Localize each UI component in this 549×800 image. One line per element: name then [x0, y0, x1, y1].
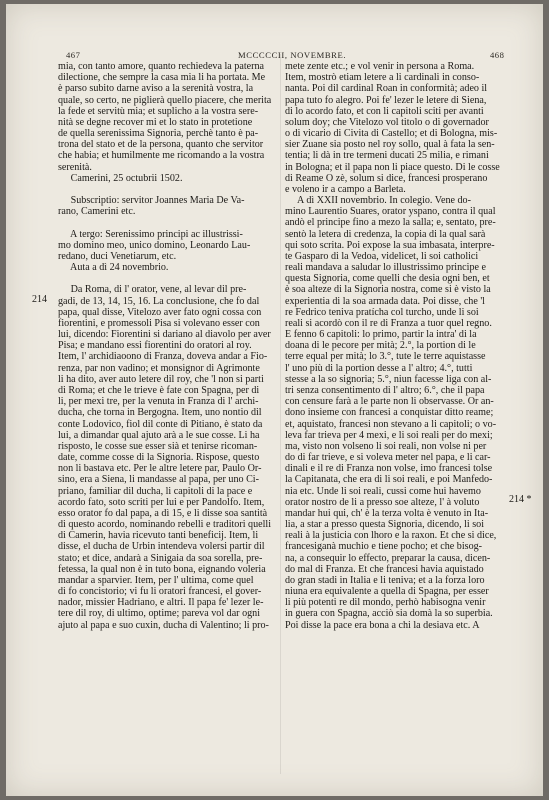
text-line: papa tuto fo alegro. Poi fe' lezer le letere di Siena, [285, 94, 487, 106]
text-line: terre equal per mità; lo 3.°, tute le terre aquistasse [285, 351, 486, 363]
text-line: tri senza consentimento di l' altro; 6.°, che il papa [285, 384, 485, 396]
text-line: la fede et servitù mia; et suplicho a la vostra sere- [58, 105, 259, 117]
text-line: mandar a sparvier. Item, per l' ultima, come quel [58, 574, 254, 586]
text-line: e voleno ir a campo a Barleta. [285, 183, 406, 195]
text-line: li, per mexi tre, per la venuta in Franza di l' archi- [58, 396, 259, 408]
text-line: redano, duci Venetiarum, etc. [58, 250, 177, 262]
text-line: di Camerin, havia ricevuto tanti beneficij. Item, li [58, 530, 259, 542]
text-line: mandar hui qui, ch' è la terza volta è venuto in Ita- [285, 507, 489, 519]
text-line: dinali e il re di Franza non volse, imo francesi tolse [285, 463, 493, 475]
text-line: che habia; et humilmente me ricomando a la vostra [58, 150, 265, 162]
right-text-column [285, 61, 509, 631]
page-number-right: 468 [490, 50, 505, 60]
text-line: do gran stadi in Italia e li teniva; et a la forza loro [285, 574, 485, 586]
text-line: reali à la justicia con lhoro e la raxon. Et che si dice, [285, 530, 497, 542]
text-line: renza, par non vadino; et monsignor di Agrimonte [58, 362, 260, 374]
text-line: et, aquistato, francesi non stevano a li capitoli; o vo- [285, 418, 497, 430]
text-line: di fo concistorio; vi fu li oratori francesi, el gover- [58, 586, 262, 598]
text-line: lui, a dimandar qual ajuto arà a le sue cosse. Li ha [58, 429, 260, 441]
text-line: stesse a la so signoria; 5.°, niun facesse liga con al- [285, 373, 492, 385]
text-line: sentò la letera di credenza, la copia di la qual sarà [285, 228, 486, 240]
text-line: re Fedrico teniva pratícha col turcho, unde li soi [285, 306, 479, 318]
text-line: mo domino meo, unico domino, Leonardo Lau- [58, 239, 251, 251]
text-line: fiorentini, e promessoli Pisa si volevano esser con [58, 317, 260, 329]
text-line: nità se degne recover mi et lo stato in protetione [58, 116, 253, 128]
text-line: rano, Camerini etc. [58, 206, 136, 218]
text-line: la Capitanata, che era di li soi reali, e poi Manfedo- [285, 474, 493, 486]
text-line: doana di le pecore per mità; 2.°, la portion di le [285, 340, 476, 352]
text-line: E fenno 6 capitoli: lo primo, partir la intra' di la [285, 329, 477, 341]
margin-note-right: 214 * [509, 494, 532, 505]
text-line: francesiganà muchio e tiene pocho; et che bisog- [285, 541, 483, 553]
book-page [6, 4, 543, 796]
text-line: experientia di la soa armada data. Poi disse, che 'l [285, 295, 485, 307]
text-line: li più potenti re dil mondo, perhò habisogna venir [285, 597, 486, 609]
text-line: stato; et dice, andarà a Sinigaia da soa sorella, pre- [58, 552, 263, 564]
text-line: Da Roma, di l' orator, vene, al levar dil pre- [58, 284, 247, 296]
text-line: con censure farà a le parte non li observasse. Or an- [285, 396, 494, 408]
text-line: orator nostro de li a presso soe alteze, l' à voluto [285, 496, 480, 508]
text-line: reali si acordò con il re di Franza a tuor quel regno. [285, 317, 492, 329]
text-line: sier Zuane sia posto nel roy sollo, qual à fata la sen- [285, 139, 495, 151]
text-line: date, comme cosse di la Signoria. Rispose, questo [58, 452, 260, 464]
text-line: dono insieme con francesi a conquistar ditto reame; [285, 407, 494, 419]
text-line: conte Lodovico, fiol dil conte di Pitiano, è stato da [58, 418, 263, 430]
text-line: mia, con tanto amore, quanto rechiedeva la paterna [58, 61, 264, 72]
page-number-left: 467 [66, 50, 81, 60]
text-line: gadi, de 13, 14, 15, 16. La conclusione, che fo dal [58, 295, 260, 307]
text-line: è soa alteze di la Signoria nostra, come si è visto la [285, 284, 491, 296]
text-line: ma, visto non volseno li soi reali, non volse ni per [285, 440, 487, 452]
text-line: qui soto scrita. Poi expose la sua imbasata, interpre- [285, 239, 495, 251]
text-line: sino, era a Siena, li mandasse al papa, per uno Ci- [58, 474, 259, 486]
text-line: mete zente etc.; e vol venir in persona a Roma. [285, 61, 475, 72]
text-line [58, 273, 282, 284]
text-line: ajuto al papa e suo cuxin, ducha di Valentino; li pro- [58, 619, 269, 631]
text-line: Camerini, 25 octubrii 1502. [58, 172, 183, 184]
text-line: leva far trieva per 4 mexi, e li soi reali per do mexi; [285, 429, 493, 441]
text-line: nador, missier Hadriano, e altri. Il papa fe' lezer le- [58, 597, 264, 609]
text-line: di Roma; et che le trieve è fate con Spagna, per di [58, 384, 260, 396]
text-line: Subscriptio: servitor Joannes Maria De Va- [58, 195, 245, 207]
text-line [58, 217, 282, 228]
text-line: nanta. Poi dil cardinal Roan in conformità; adeo il [285, 83, 488, 95]
text-line: tere dil roy, di ultimo, optime; pareva vol dar ogni [58, 608, 261, 620]
text-line: in Bologna; et il papa non li piace questo. Di le cosse [285, 161, 500, 173]
text-line: serenità. [58, 161, 92, 173]
text-line: tentia; li dà in tre termeni ducati 25 milia, e rimani [285, 150, 489, 162]
text-line: in guera con Spagna, acciò sia domà la so superbia. [285, 608, 493, 620]
text-line: reali mandava a saludar lo illustrissimo principe e [285, 262, 486, 274]
text-line: A tergo: Serenissimo principi ac illustrissi- [58, 228, 243, 240]
text-line: Pisa; e mandano essi fiorentini do oratori al roy. [58, 340, 252, 352]
running-header: MCCCCCII, NOVEMBRE. [238, 50, 347, 60]
text-line: disse, el ducha de Urbin intendeva volersi partir dil [58, 541, 265, 553]
text-line: Item, l' archidiaoono di Franza, doveva andar a Fio- [58, 351, 268, 363]
text-line: di lo acordo fato, et con li capitoli sciti per avanti [285, 105, 484, 117]
text-line: li ha dito, aver auto letere dil roy, che 'l non si parti [58, 373, 264, 385]
text-line: di Reame O zè, solum si dice, francesi prosperano [285, 172, 488, 184]
text-line: priano, familiar dil ducha, li capitoli di la pace e [58, 485, 253, 497]
text-line: lia, a star a presso questa Signoria, dicendo, li soi [285, 519, 485, 531]
text-line: trona del stato et de la persona, quanto che servitor [58, 139, 264, 151]
text-line: non li bastava etc. Per le altre letere par, Paulo Or- [58, 463, 262, 475]
text-line: te Gasparo di la Vedoa, videlicet, li soi catholici [285, 250, 479, 262]
text-line: do mal di Franza. Et che francesi havia aquistado [285, 563, 484, 575]
text-line: è parso subito darne aviso a la serenità vostra, la [58, 83, 254, 95]
text-line: o di vicario di Civita di Castello; et di Bologna, mis- [285, 128, 498, 140]
text-line: esso orator fo dal papa, a dì 15, e li disse soa santità [58, 507, 268, 519]
text-line: quale, so certo, ne piglierà quello piacere, che merita [58, 94, 272, 106]
text-line: Poi disse la pace era bona a chi la desiava etc. A [285, 619, 480, 631]
text-line: l' uno più di la portion desse a l' altro; 4.°, tutti [285, 362, 473, 374]
text-line: de quella serenissima Signoria, perchè tanto è pa- [58, 128, 259, 140]
text-line: na, a consequir lo effecto, preparar la causa, dicen- [285, 552, 491, 564]
text-line: andò el principe fino a mezo la salla; e, sentato, pre- [285, 217, 496, 229]
margin-note-left: 214 [32, 294, 47, 305]
text-line: risposto, le cosse sue esser sià et tenirse ricoman- [58, 440, 258, 452]
text-line: mino Laurentio Suares, orator yspano, contra il qual [285, 206, 496, 218]
text-line: ducha, che torna in Bergogna. Item, uno nontio dil [58, 407, 262, 419]
left-text-column [58, 61, 282, 631]
text-line: acordo fato, soto scriti per lui e per Pandolfo. Item, [58, 496, 265, 508]
text-line [58, 184, 282, 195]
text-line: do di far trieve, e si voleva meter nel papa, e li car- [285, 452, 491, 464]
text-line: questa Signoria, come quelli che desia ogni ben, et [285, 273, 490, 285]
text-line: papa, qual disse, Vitelozo aver fato ogni cossa con [58, 306, 262, 318]
text-line: lui, dicendo: Fiorentini si dariano al diavolo per aver [58, 329, 271, 341]
text-line: A dì XXII novembrio. In colegio. Vene do- [285, 195, 471, 207]
text-line: niuna era equivalente a quella di Spagna, per esser [285, 586, 489, 598]
text-line: di questo acordo, nominando rebelli e traditori quelli [58, 519, 272, 531]
text-line: Auta a dì 24 novembrio. [58, 262, 169, 274]
text-line: Item, mostrò etiam letere a li cardinali in conso- [285, 72, 480, 84]
text-line: dilectione, che sempre la casa mia li ha portata. Me [58, 72, 266, 84]
text-line: nia etc. Unde li soi reali, cussi come hui havemo [285, 485, 481, 497]
text-line: fetessa, la qual non è in tuto bona, eignando voleria [58, 563, 266, 575]
text-line: solum doy; che Vitelozo vol titolo o di governador [285, 116, 489, 128]
